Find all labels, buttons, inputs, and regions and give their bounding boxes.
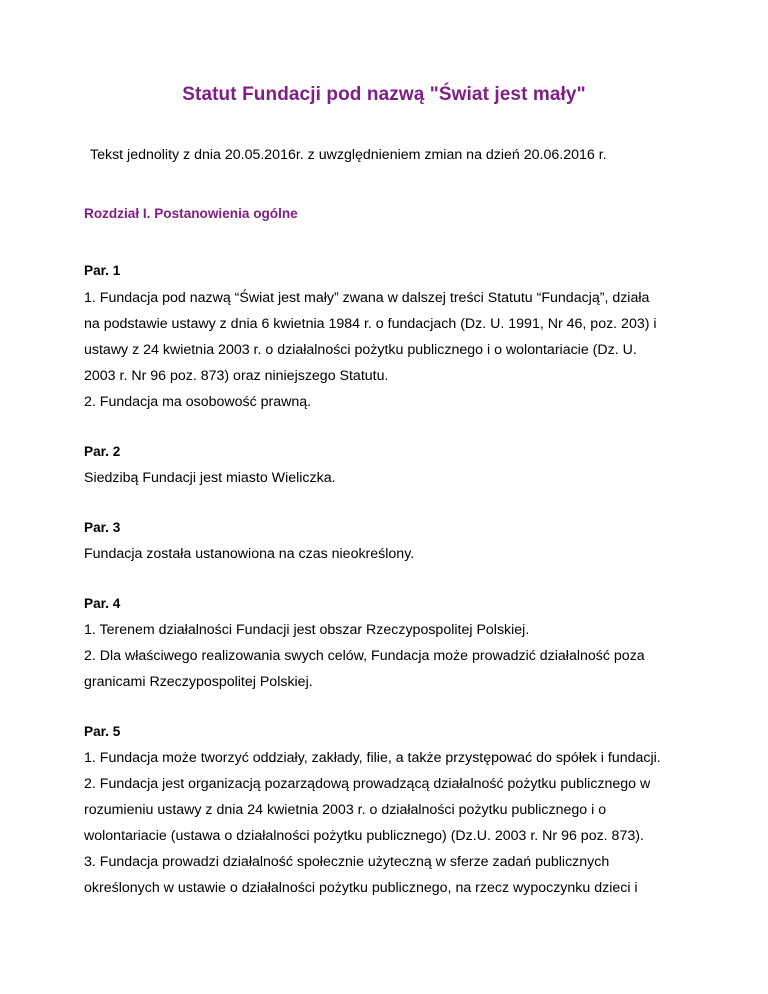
paragraph-4-line: 2. Dla właściwego realizowania swych celów, Fundacja może prowadzić działalność poza	[84, 648, 645, 664]
document-title: Statut Fundacji pod nazwą "Świat jest mały"	[182, 84, 586, 105]
paragraph-4-line: granicami Rzeczypospolitej Polskiej.	[84, 674, 313, 690]
paragraph-heading-2: Par. 2	[84, 444, 121, 459]
paragraph-heading-1: Par. 1	[84, 263, 121, 278]
paragraph-5-line: 2. Fundacja jest organizacją pozarządową prowadzącą działalność pożytku publicznego w	[84, 776, 651, 792]
paragraph-1-line: na podstawie ustawy z dnia 6 kwietnia 1984 r. o fundacjach (Dz. U. 1991, Nr 46, poz. 203) i	[84, 316, 657, 332]
paragraph-5-line: określonych w ustawie o działalności pożytku publicznego, na rzecz wypoczynku dzieci i	[84, 880, 638, 896]
paragraph-5-line: 3. Fundacja prowadzi działalność społecznie użyteczną w sferze zadań publicznych	[84, 854, 610, 870]
paragraph-1-line: 2. Fundacja ma osobowość prawną.	[84, 394, 312, 410]
paragraph-heading-4: Par. 4	[84, 596, 121, 611]
paragraph-2-line: Siedzibą Fundacji jest miasto Wieliczka.	[84, 470, 336, 486]
paragraph-3-line: Fundacja została ustanowiona na czas nieokreślony.	[84, 546, 415, 562]
paragraph-heading-3: Par. 3	[84, 520, 121, 535]
paragraph-4-line: 1. Terenem działalności Fundacji jest obszar Rzeczypospolitej Polskiej.	[84, 622, 530, 638]
paragraph-5-line: wolontariacie (ustawa o działalności pożytku publicznego) (Dz.U. 2003 r. Nr 96 poz. 873).	[84, 828, 644, 844]
chapter-heading: Rozdział I. Postanowienia ogólne	[84, 206, 298, 221]
paragraph-1-line: ustawy z 24 kwietnia 2003 r. o działalności pożytku publicznego i o wolontariacie (Dz. U.	[84, 342, 637, 358]
paragraph-1-line: 1. Fundacja pod nazwą “Świat jest mały” zwana w dalszej treści Statutu “Fundacją”, działa	[84, 290, 650, 306]
paragraph-5-line: rozumieniu ustawy z dnia 24 kwietnia 2003 r. o działalności pożytku publicznego i o	[84, 802, 607, 818]
paragraph-5-line: 1. Fundacja może tworzyć oddziały, zakłady, filie, a także przystępować do spółek i fundacji.	[84, 750, 661, 766]
document-subtitle: Tekst jednolity z dnia 20.05.2016r. z uwzględnieniem zmian na dzień 20.06.2016 r.	[90, 147, 607, 163]
paragraph-1-line: 2003 r. Nr 96 poz. 873) oraz niniejszego Statutu.	[84, 368, 389, 384]
paragraph-heading-5: Par. 5	[84, 724, 121, 739]
